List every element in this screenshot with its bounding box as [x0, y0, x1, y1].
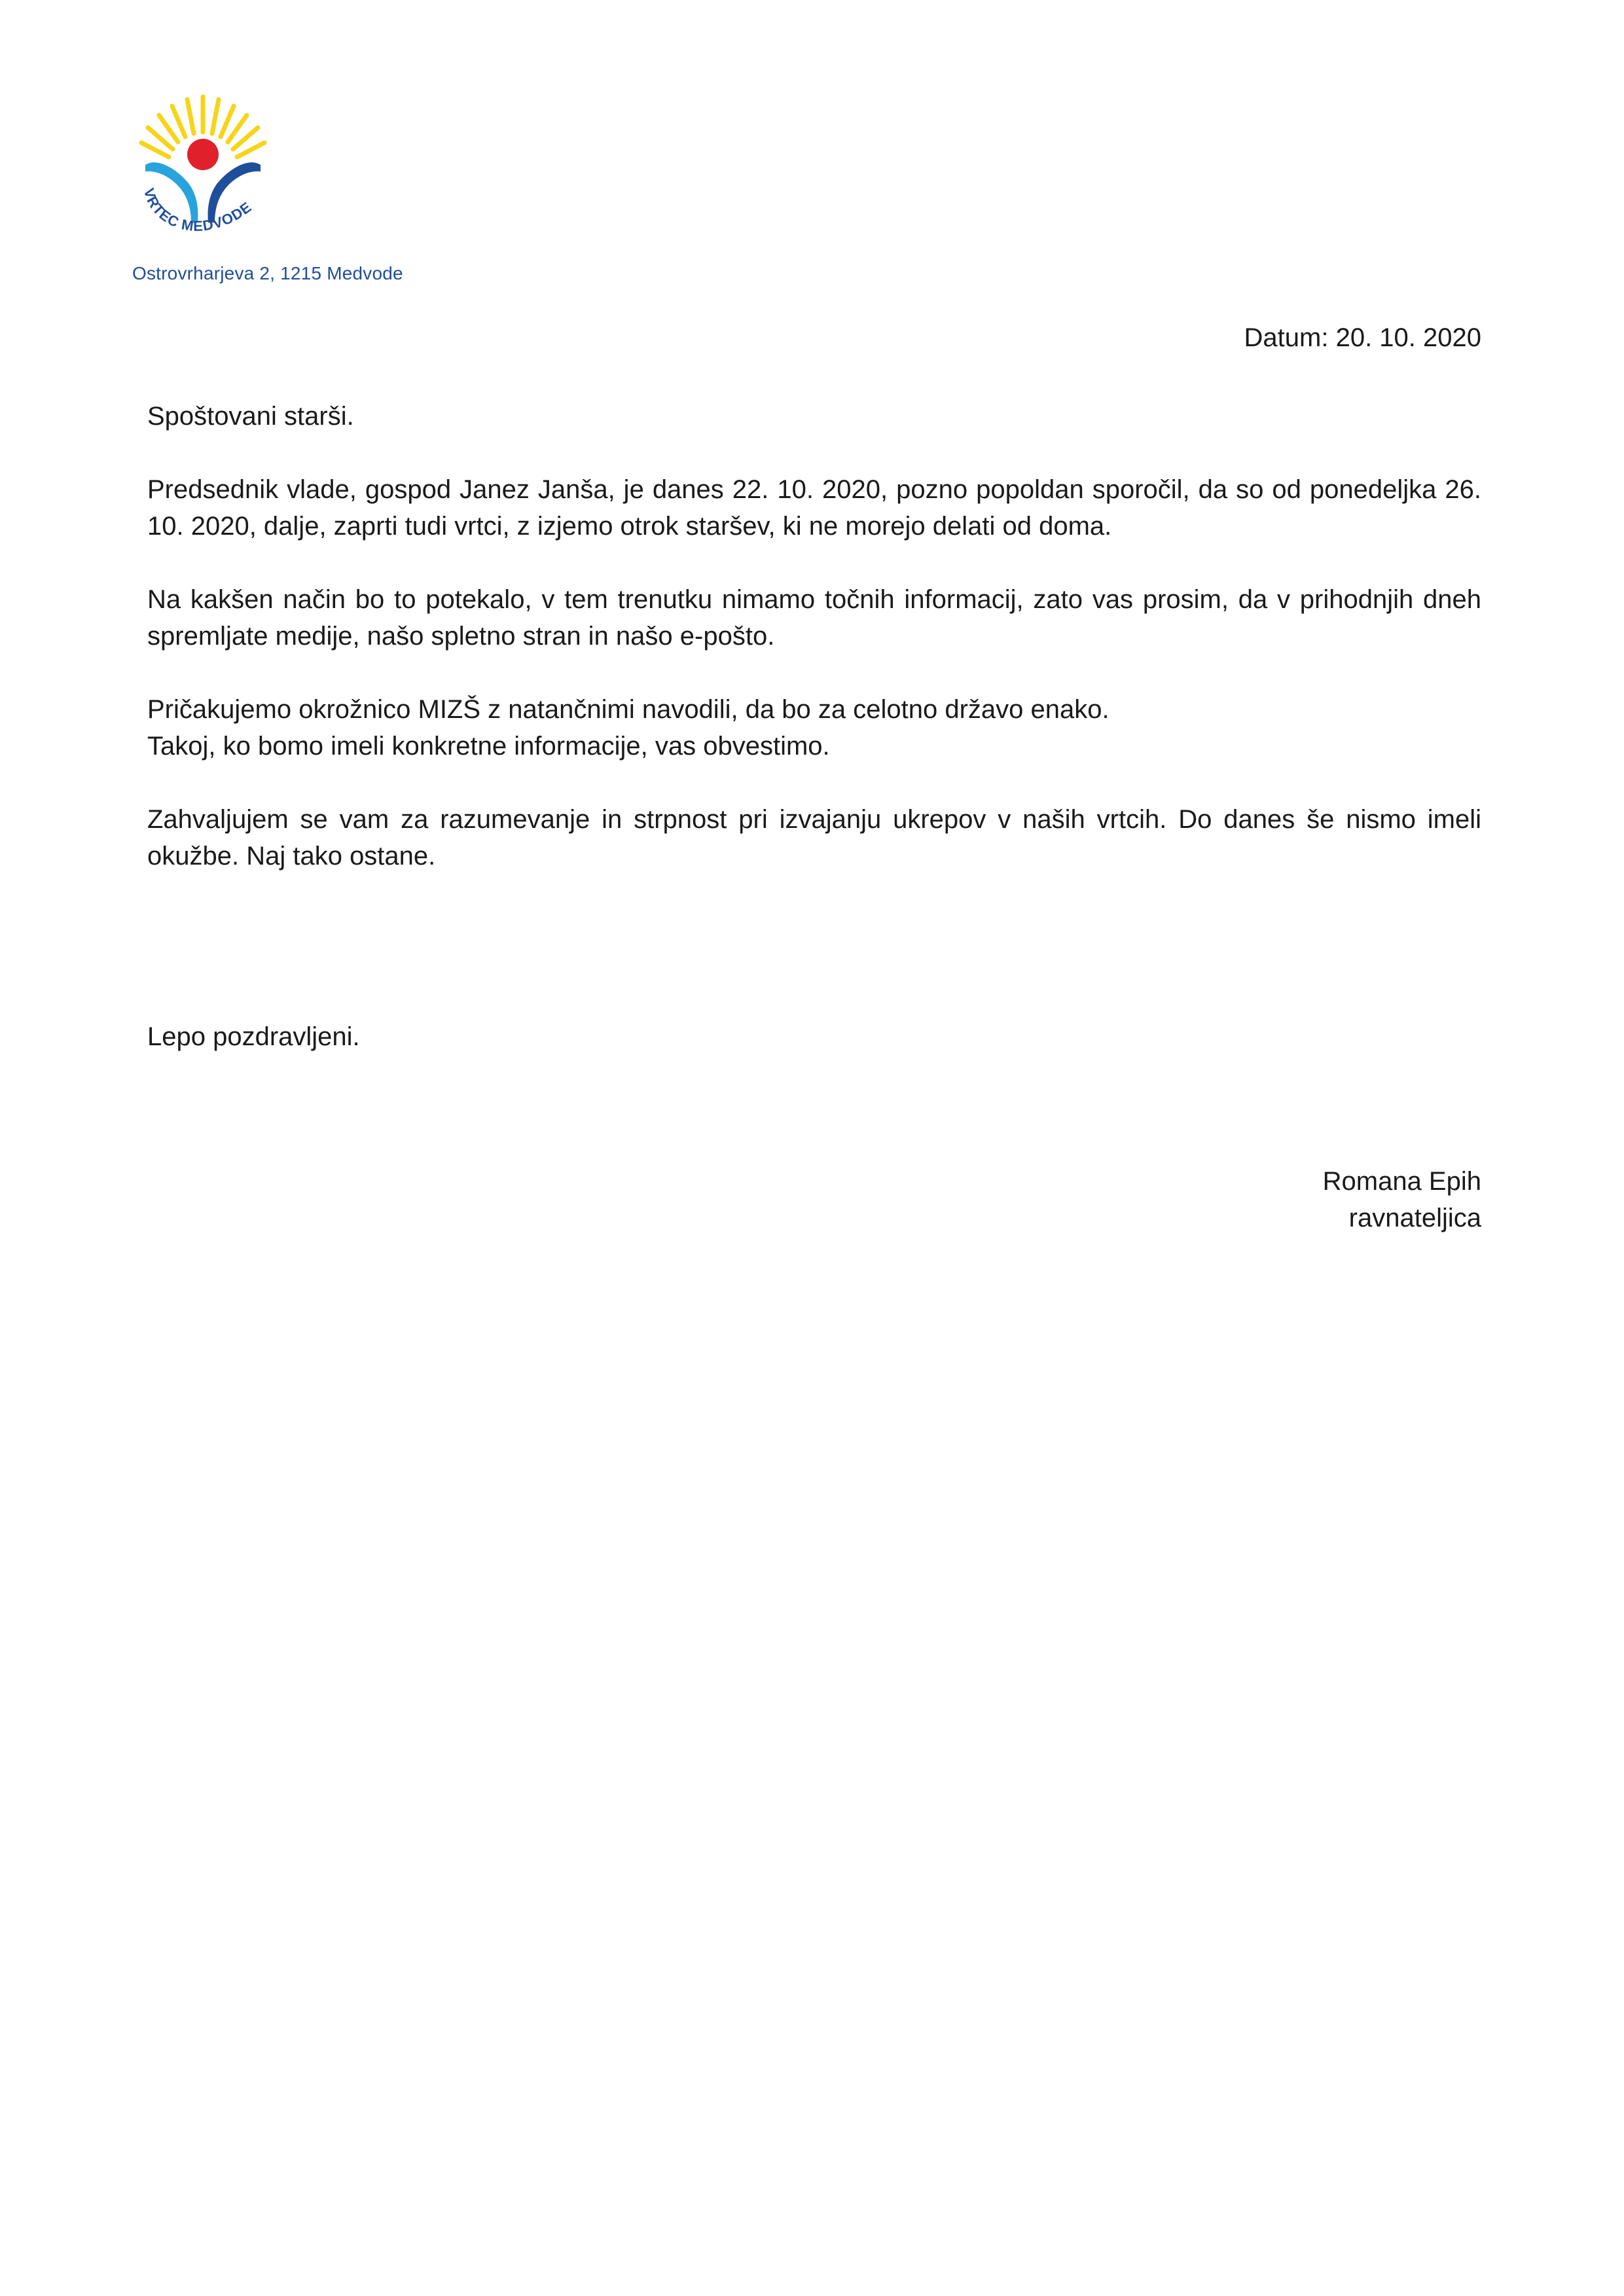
- vrtec-medvode-logo: [131, 92, 275, 249]
- closing-salutation: Lepo pozdravljeni.: [147, 1022, 360, 1051]
- signature-block: [1323, 1163, 1481, 1236]
- paragraph-information: Na kakšen način bo to potekalo, v tem trenutku nimamo točnih informacij, zato vas prosim, da v prihodnjih dneh spremljate medije, našo spletno stran in našo e-pošto.: [147, 585, 1481, 651]
- letterhead: [131, 92, 406, 288]
- paragraph-notify: Takoj, ko bomo imeli konkretne informacije, vas obvestimo.: [147, 732, 830, 761]
- paragraph-thanks: Zahvaljujem se vam za razumevanje in strpnost pri izvajanju ukrepov v naših vrtcih. Do danes še nismo imeli okužbe. Naj tako ostane.: [147, 805, 1481, 870]
- letterhead-address: Ostrovrharjeva 2, 1215 Medvode: [132, 263, 403, 283]
- paragraph-circular: Pričakujemo okrožnico MIZŠ z natančnimi navodili, da bo za celotno državo enako.: [147, 695, 1110, 724]
- logo-arc-text: VRTEC MEDVODE: [140, 186, 255, 234]
- greeting: Spoštovani starši.: [147, 402, 354, 431]
- letter-body: [147, 398, 1481, 874]
- signature-title: ravnateljica: [1348, 1204, 1481, 1232]
- paragraph-announcement: Predsednik vlade, gospod Janez Janša, je danes 22. 10. 2020, pozno popoldan sporočil, da so od ponedeljka 26. 10. 2020, dalje, zaprti tudi vrtci, z izjemo otrok staršev, ki ne morejo delati od doma.: [147, 475, 1481, 541]
- signature-name: Romana Epih: [1322, 1167, 1481, 1196]
- letter-date: Datum: 20. 10. 2020: [1244, 323, 1481, 352]
